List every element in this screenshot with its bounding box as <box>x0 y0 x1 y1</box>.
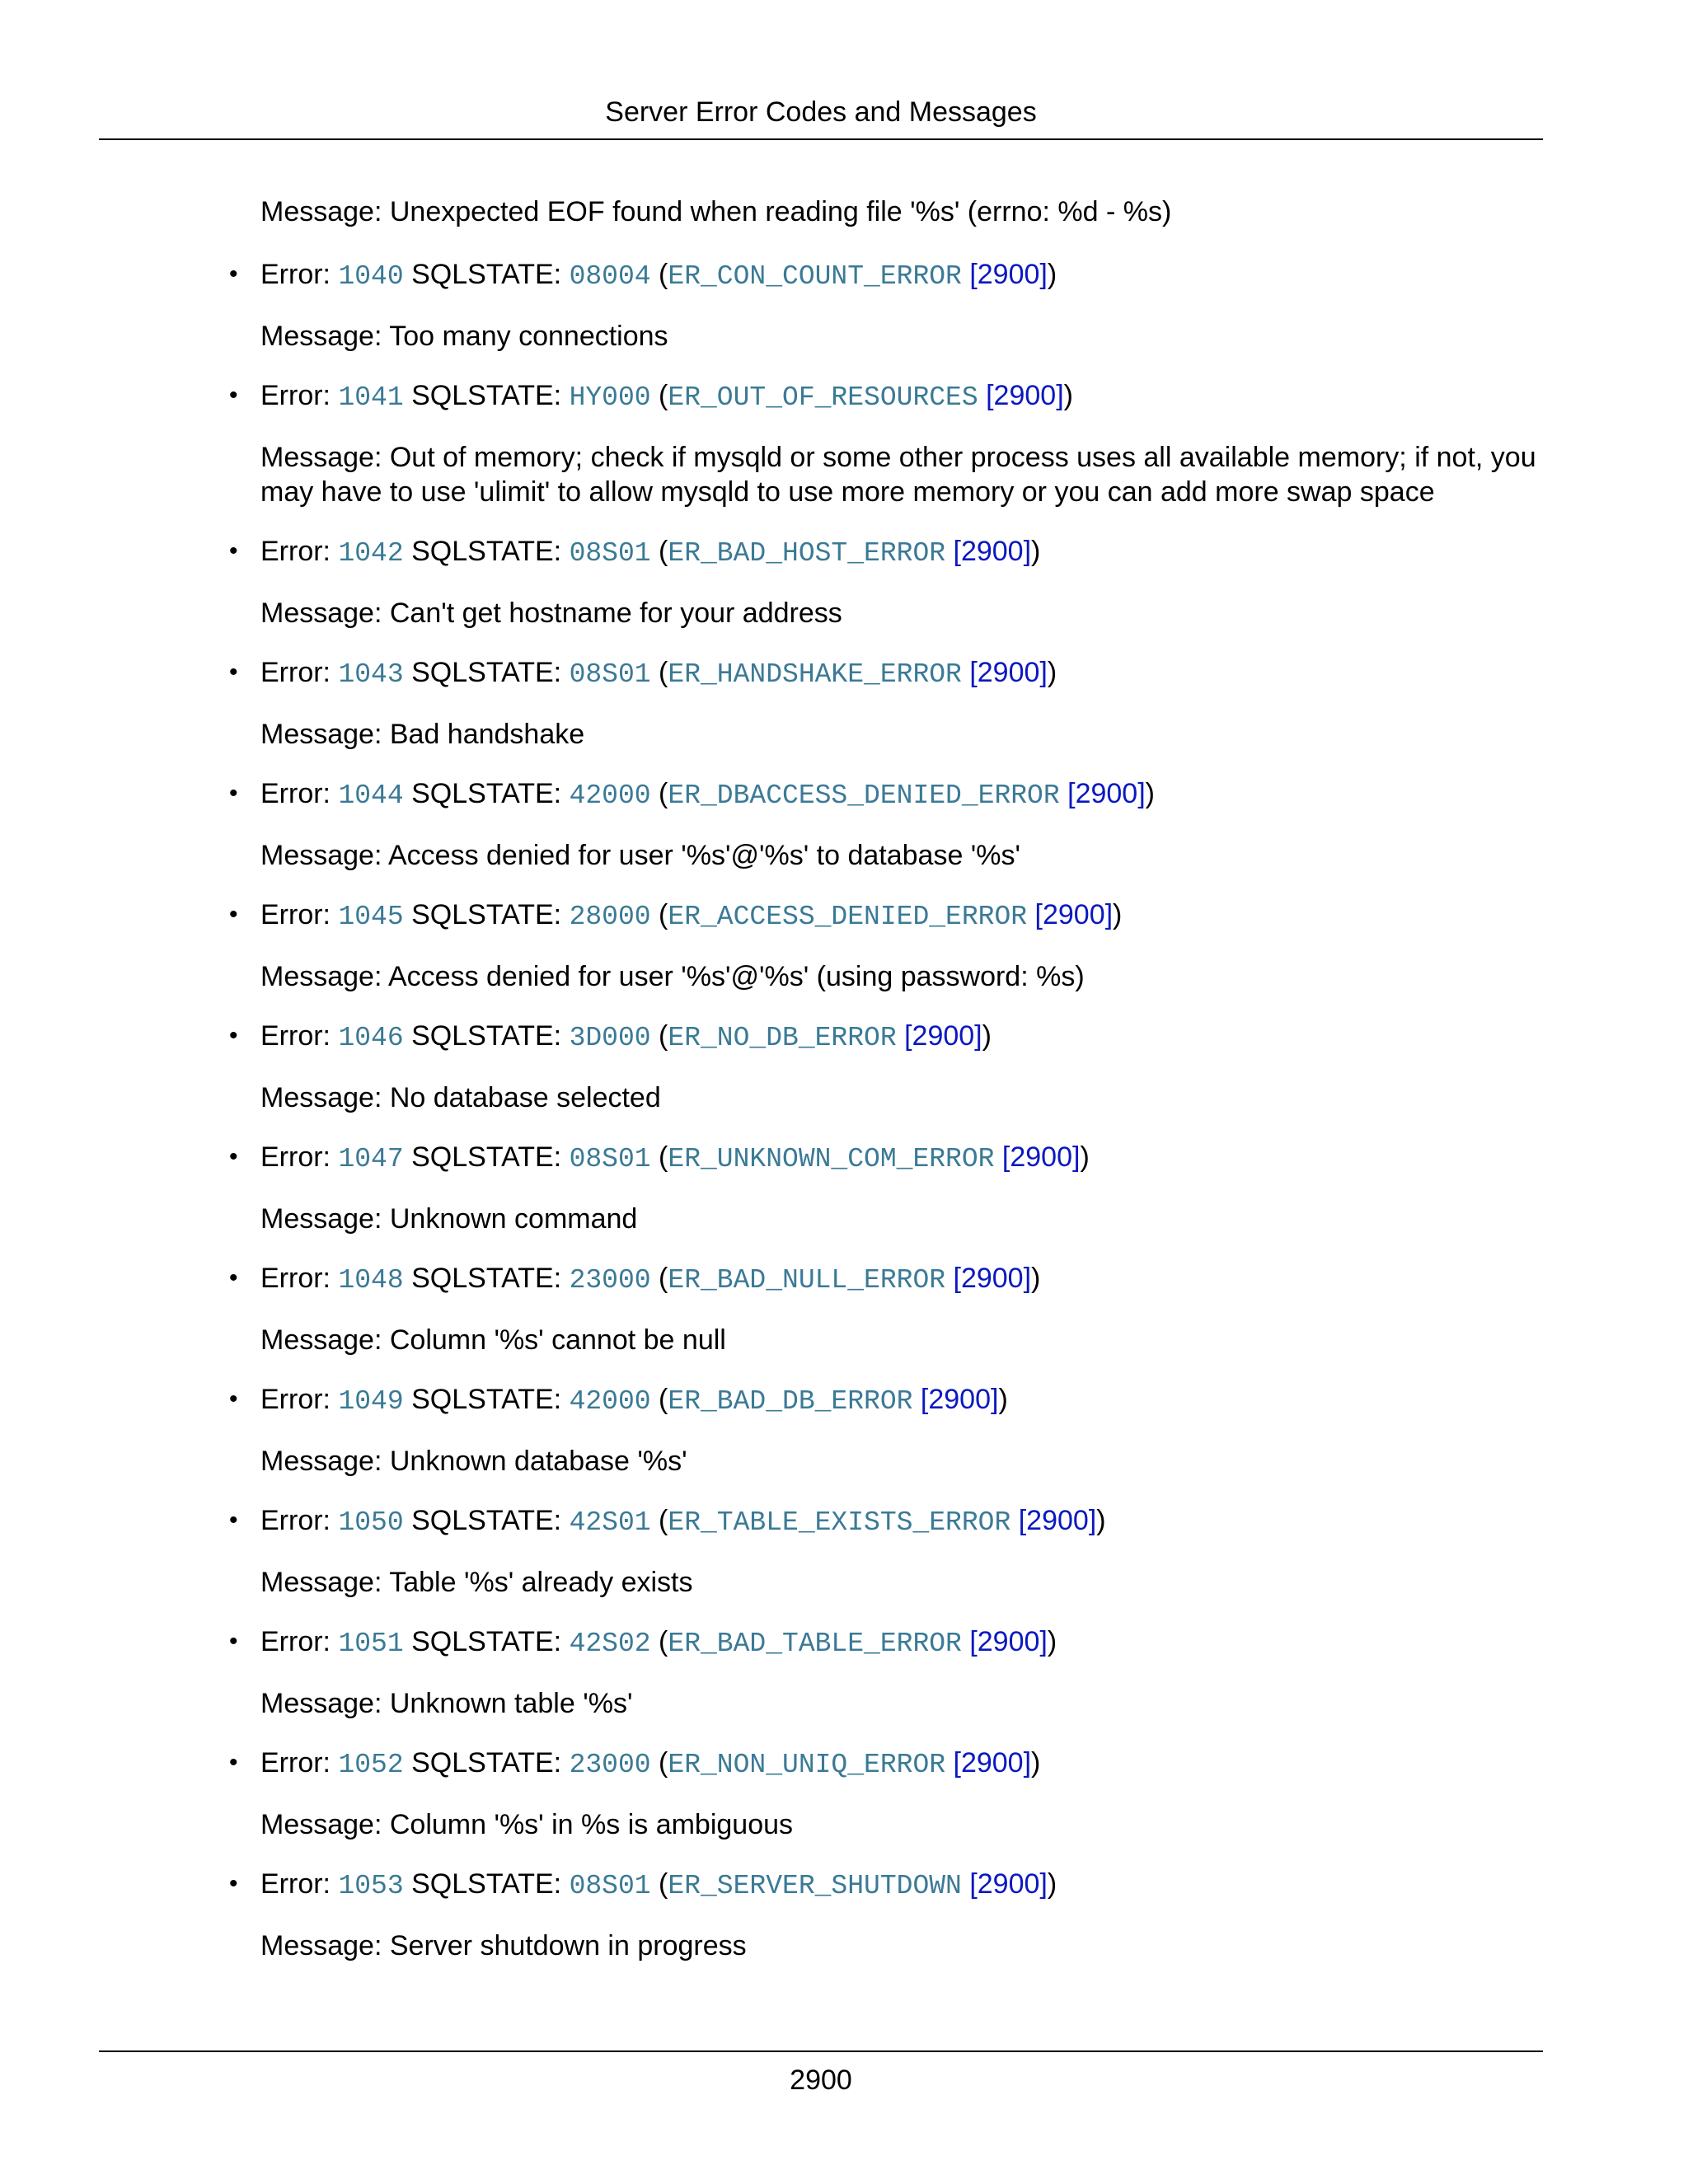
error-entry <box>229 1867 1546 1904</box>
open-paren: ( <box>650 1020 668 1052</box>
sqlstate-value: 42S01 <box>569 1507 651 1538</box>
spacer <box>897 1020 904 1052</box>
error-number: 1046 <box>338 1023 404 1053</box>
error-entry <box>229 534 1546 571</box>
open-paren: ( <box>650 1505 668 1536</box>
error-number: 1040 <box>338 261 404 292</box>
spacer <box>1027 899 1034 930</box>
error-symbol: ER_NON_UNIQ_ERROR <box>668 1750 946 1780</box>
error-entry <box>229 257 1546 294</box>
sqlstate-label: SQLSTATE: <box>403 1626 570 1657</box>
error-label: Error: <box>260 1868 339 1900</box>
open-paren: ( <box>650 536 668 567</box>
bullet-icon: • <box>229 1143 238 1170</box>
error-entry <box>229 655 1546 692</box>
error-entry <box>229 1261 1546 1298</box>
bullet-icon: • <box>229 1022 238 1049</box>
close-paren: ) <box>1113 899 1123 930</box>
page-ref-link[interactable]: [2900] <box>904 1020 982 1052</box>
sqlstate-label: SQLSTATE: <box>403 380 570 411</box>
error-symbol: ER_DBACCESS_DENIED_ERROR <box>668 780 1060 811</box>
open-paren: ( <box>650 1868 668 1900</box>
sqlstate-label: SQLSTATE: <box>403 259 570 290</box>
message-text: Message: Column '%s' in %s is ambiguous <box>260 1809 794 1840</box>
error-number: 1045 <box>338 902 404 932</box>
message-text: Message: Out of memory; check if mysqld or some other process uses all available memory; if not, you may have to use 'ulimit' to allow mysqld to use more memory or you can add more swap space <box>260 442 1536 508</box>
close-paren: ) <box>1031 1747 1041 1779</box>
bullet-icon: • <box>229 901 238 928</box>
bullet-icon: • <box>229 1264 238 1291</box>
page-ref-link[interactable]: [2900] <box>1067 778 1146 809</box>
sqlstate-label: SQLSTATE: <box>403 536 570 567</box>
error-label: Error: <box>260 259 339 290</box>
error-list <box>229 194 1546 1988</box>
page-ref-link[interactable]: [2900] <box>953 1747 1032 1779</box>
error-entries <box>229 257 1546 1963</box>
page-ref-link[interactable]: [2900] <box>953 1263 1032 1294</box>
error-label: Error: <box>260 1384 339 1415</box>
error-entry <box>229 1140 1546 1177</box>
sqlstate-label: SQLSTATE: <box>403 1263 570 1294</box>
error-label: Error: <box>260 1141 339 1173</box>
sqlstate-value: 08S01 <box>569 538 651 569</box>
error-symbol: ER_BAD_DB_ERROR <box>668 1386 913 1417</box>
message-text: Message: Server shutdown in progress <box>260 1930 747 1961</box>
close-paren: ) <box>1031 536 1041 567</box>
error-entry <box>229 1503 1546 1540</box>
close-paren: ) <box>998 1384 1008 1415</box>
error-symbol: ER_BAD_TABLE_ERROR <box>668 1629 962 1659</box>
message-text: Message: Unknown command <box>260 1203 638 1235</box>
error-number: 1041 <box>338 382 404 413</box>
error-number: 1047 <box>338 1144 404 1174</box>
error-symbol: ER_SERVER_SHUTDOWN <box>668 1871 962 1901</box>
error-entry <box>229 898 1546 935</box>
open-paren: ( <box>650 899 668 930</box>
error-entry <box>229 1019 1546 1056</box>
close-paren: ) <box>1063 380 1073 411</box>
sqlstate-label: SQLSTATE: <box>403 1020 570 1052</box>
close-paren: ) <box>1047 1626 1057 1657</box>
spacer <box>945 536 953 567</box>
error-symbol: ER_UNKNOWN_COM_ERROR <box>668 1144 995 1174</box>
message-text: Message: Access denied for user '%s'@'%s' to database '%s' <box>260 840 1021 871</box>
sqlstate-value: 42000 <box>569 1386 651 1417</box>
spacer <box>962 1868 969 1900</box>
error-label: Error: <box>260 899 339 930</box>
spacer <box>945 1263 953 1294</box>
message-text: Message: Column '%s' cannot be null <box>260 1324 726 1356</box>
error-symbol: ER_BAD_NULL_ERROR <box>668 1265 946 1296</box>
sqlstate-value: 08S01 <box>569 1871 651 1901</box>
error-entry <box>229 378 1546 415</box>
sqlstate-label: SQLSTATE: <box>403 1868 570 1900</box>
error-label: Error: <box>260 1263 339 1294</box>
sqlstate-value: 23000 <box>569 1265 651 1296</box>
error-symbol: ER_OUT_OF_RESOURCES <box>668 382 978 413</box>
error-number: 1053 <box>338 1871 404 1901</box>
open-paren: ( <box>650 1384 668 1415</box>
close-paren: ) <box>1031 1263 1041 1294</box>
spacer <box>945 1747 953 1779</box>
page-ref-link[interactable]: [2900] <box>1001 1141 1081 1173</box>
close-paren: ) <box>982 1020 992 1052</box>
error-symbol: ER_TABLE_EXISTS_ERROR <box>668 1507 1011 1538</box>
error-symbol: ER_CON_COUNT_ERROR <box>668 261 962 292</box>
close-paren: ) <box>1047 259 1057 290</box>
close-paren: ) <box>1047 1868 1057 1900</box>
spacer <box>978 380 986 411</box>
sqlstate-value: 08004 <box>569 261 651 292</box>
page-header <box>99 92 1543 140</box>
error-label: Error: <box>260 1020 339 1052</box>
sqlstate-value: 42000 <box>569 780 651 811</box>
spacer <box>994 1141 1001 1173</box>
message-text: Message: Too many connections <box>260 321 668 352</box>
page-ref-link[interactable]: [2900] <box>969 657 1048 688</box>
error-label: Error: <box>260 380 339 411</box>
sqlstate-label: SQLSTATE: <box>403 657 570 688</box>
message-text: Message: Unknown table '%s' <box>260 1688 633 1719</box>
page-ref-link[interactable]: [2900] <box>1034 899 1114 930</box>
open-paren: ( <box>650 1626 668 1657</box>
sqlstate-value: 42S02 <box>569 1629 651 1659</box>
spacer <box>962 1626 969 1657</box>
error-entry <box>229 1382 1546 1419</box>
bullet-icon: • <box>229 1628 238 1655</box>
error-label: Error: <box>260 1505 339 1536</box>
page-ref-link[interactable]: [2900] <box>1018 1505 1097 1536</box>
error-number: 1043 <box>338 659 404 690</box>
close-paren: ) <box>1096 1505 1106 1536</box>
error-entry <box>229 1746 1546 1783</box>
error-entry <box>229 776 1546 813</box>
close-paren: ) <box>1047 657 1057 688</box>
error-number: 1048 <box>338 1265 404 1296</box>
sqlstate-value: 08S01 <box>569 659 651 690</box>
bullet-icon: • <box>229 1749 238 1776</box>
close-paren: ) <box>1145 778 1155 809</box>
error-number: 1050 <box>338 1507 404 1538</box>
bullet-icon: • <box>229 1385 238 1413</box>
error-number: 1052 <box>338 1750 404 1780</box>
sqlstate-value: HY000 <box>569 382 651 413</box>
spacer <box>912 1384 920 1415</box>
sqlstate-value: 08S01 <box>569 1144 651 1174</box>
message-text: Message: No database selected <box>260 1082 661 1113</box>
sqlstate-value: 23000 <box>569 1750 651 1780</box>
message-text: Message: Can't get hostname for your address <box>260 598 842 629</box>
error-number: 1042 <box>338 538 404 569</box>
sqlstate-label: SQLSTATE: <box>403 1747 570 1779</box>
sqlstate-label: SQLSTATE: <box>403 778 570 809</box>
error-entry <box>229 1624 1546 1661</box>
open-paren: ( <box>650 1747 668 1779</box>
sqlstate-label: SQLSTATE: <box>403 1384 570 1415</box>
open-paren: ( <box>650 259 668 290</box>
error-label: Error: <box>260 778 339 809</box>
error-label: Error: <box>260 536 339 567</box>
error-number: 1044 <box>338 780 404 811</box>
open-paren: ( <box>650 1141 668 1173</box>
error-symbol: ER_NO_DB_ERROR <box>668 1023 897 1053</box>
spacer <box>962 657 969 688</box>
bullet-icon: • <box>229 1870 238 1897</box>
error-symbol: ER_BAD_HOST_ERROR <box>668 538 946 569</box>
sqlstate-label: SQLSTATE: <box>403 899 570 930</box>
open-paren: ( <box>650 778 668 809</box>
message-text: Message: Unknown database '%s' <box>260 1446 687 1477</box>
error-label: Error: <box>260 657 339 688</box>
bullet-icon: • <box>229 260 238 288</box>
page-ref-link[interactable]: [2900] <box>969 1626 1048 1657</box>
error-label: Error: <box>260 1626 339 1657</box>
page-footer <box>99 2050 1543 2097</box>
spacer <box>1010 1505 1018 1536</box>
page-ref-link[interactable]: [2900] <box>969 259 1048 290</box>
error-label: Error: <box>260 1747 339 1779</box>
error-symbol: ER_ACCESS_DENIED_ERROR <box>668 902 1028 932</box>
open-paren: ( <box>650 657 668 688</box>
error-number: 1051 <box>338 1629 404 1659</box>
message-text: Message: Access denied for user '%s'@'%s' (using password: %s) <box>260 961 1085 992</box>
open-paren: ( <box>650 1263 668 1294</box>
page-number: 2900 <box>790 2064 852 2096</box>
sqlstate-label: SQLSTATE: <box>403 1141 570 1173</box>
error-symbol: ER_HANDSHAKE_ERROR <box>668 659 962 690</box>
message-text: Message: Table '%s' already exists <box>260 1567 693 1598</box>
spacer <box>1060 778 1067 809</box>
page-title: Server Error Codes and Messages <box>605 96 1037 128</box>
bullet-icon: • <box>229 537 238 565</box>
error-number: 1049 <box>338 1386 404 1417</box>
message-text: Message: Bad handshake <box>260 719 585 750</box>
open-paren: ( <box>650 380 668 411</box>
sqlstate-value: 28000 <box>569 902 651 932</box>
sqlstate-label: SQLSTATE: <box>403 1505 570 1536</box>
page-ref-link[interactable]: [2900] <box>953 536 1032 567</box>
close-paren: ) <box>1080 1141 1090 1173</box>
page-ref-link[interactable]: [2900] <box>920 1384 999 1415</box>
bullet-icon: • <box>229 1507 238 1534</box>
bullet-icon: • <box>229 780 238 807</box>
bullet-icon: • <box>229 382 238 409</box>
bullet-icon: • <box>229 658 238 686</box>
spacer <box>962 259 969 290</box>
page-ref-link[interactable]: [2900] <box>969 1868 1048 1900</box>
sqlstate-value: 3D000 <box>569 1023 651 1053</box>
message-text: Message: Unexpected EOF found when reading file '%s' (errno: %d - %s) <box>260 196 1172 227</box>
page-ref-link[interactable]: [2900] <box>986 380 1064 411</box>
